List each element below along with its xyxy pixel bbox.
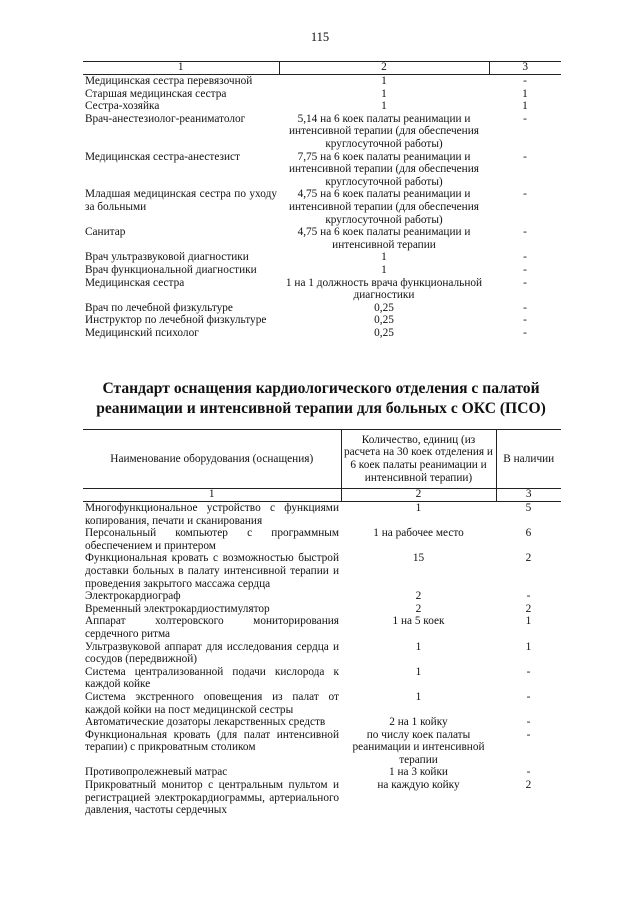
staff-quantity: 1	[381, 87, 387, 100]
staff-position: Сестра-хозяйка	[85, 100, 160, 113]
staff-quantity: 1	[381, 75, 387, 87]
equipment-row	[83, 729, 561, 767]
staff-row	[83, 251, 561, 264]
equipment-available: -	[526, 766, 531, 779]
equipment-row	[83, 666, 561, 691]
equipment-name: Противопролежневый матрас	[85, 766, 228, 779]
equipment-row	[83, 590, 561, 603]
staff-row	[83, 327, 561, 340]
equipment-quantity: 1 на 3 койки	[389, 766, 448, 779]
equipment-available: 1	[525, 615, 532, 628]
staff-position: Старшая медицинская сестра	[85, 87, 227, 100]
staff-position: Медицинская сестра	[85, 276, 185, 289]
header-available: В наличии	[496, 430, 561, 489]
staff-row	[83, 75, 561, 88]
staff-mark: -	[523, 150, 527, 163]
equipment-name: Система централизованной подачи кислорода к каждой койке	[85, 665, 339, 691]
equipment-quantity: 1	[415, 665, 422, 678]
staff-mark: -	[523, 226, 527, 239]
equipment-available: 1	[525, 640, 532, 653]
staff-row	[83, 151, 561, 189]
staff-row	[83, 100, 561, 113]
staff-column-numbers	[83, 62, 561, 75]
staff-quantity: 7,75 на 6 коек палаты реанимации и интенсивной терапии (для обеспечения круглосуточной работы)	[289, 150, 479, 188]
equipment-name: Аппарат холтеровского мониторирования сердечного ритма	[85, 615, 339, 640]
equipment-row	[83, 527, 561, 552]
equipment-row	[83, 615, 561, 640]
staff-mark: -	[523, 251, 527, 264]
equipment-row	[83, 603, 561, 616]
equipment-row	[83, 691, 561, 716]
equipment-table	[83, 429, 561, 817]
staff-mark: 1	[522, 87, 528, 100]
equipment-name: Персональный компьютер с программным обеспечением и принтером	[85, 527, 339, 552]
equipment-name: Прикроватный монитор с центральным пультом и регистрацией электрокардиограммы, артериального давления, частоты сердечных	[85, 779, 339, 817]
staff-position: Медицинская сестра перевязочной	[85, 75, 253, 87]
column-number: 3	[489, 62, 561, 75]
staff-quantity: 1	[381, 100, 387, 113]
column-number: 2	[341, 489, 496, 502]
equipment-quantity: 2	[415, 590, 422, 603]
equipment-available: 5	[525, 502, 532, 514]
staff-position: Инструктор по лечебной физкультуре	[85, 314, 267, 327]
staff-position: Младшая медицинская сестра по уходу за больными	[85, 188, 277, 213]
header-quantity: Количество, единиц (из расчета на 30 коек отделения и 6 коек палаты реанимации и интенсивной терапии)	[341, 430, 496, 489]
equipment-name: Многофункциональное устройство с функциями копирования, печати и сканирования	[85, 502, 339, 527]
staff-table	[83, 61, 561, 339]
equipment-name: Функциональная кровать (для палат интенсивной терапии) с прикроватным столиком	[85, 728, 339, 754]
equipment-row	[83, 552, 561, 590]
equipment-quantity: 1 на 5 коек	[392, 615, 445, 628]
equipment-name: Функциональная кровать с возможностью быстрой доставки больных в палату интенсивной терапии и проведения закрытого массажа сердца	[85, 552, 339, 590]
staff-quantity: 0,25	[374, 314, 394, 327]
equipment-quantity: 1	[415, 502, 422, 514]
equipment-row	[83, 502, 561, 528]
staff-row	[83, 264, 561, 277]
page-number: 115	[310, 30, 330, 44]
column-number: 1	[83, 489, 341, 502]
equipment-header-row	[83, 430, 561, 489]
section-heading: Стандарт оснащения кардиологического отделения с палатой реанимации и интенсивной терапии для больных с ОКС (ПСО)	[96, 380, 546, 417]
staff-mark: -	[523, 326, 527, 339]
staff-mark: 1	[522, 100, 528, 113]
column-number: 2	[279, 62, 489, 75]
equipment-available: 2	[525, 779, 532, 792]
staff-row	[83, 88, 561, 101]
equipment-quantity: 1	[415, 690, 422, 703]
staff-quantity: 0,25	[374, 326, 394, 339]
equipment-available: -	[526, 690, 531, 703]
staff-row	[83, 302, 561, 315]
equipment-row	[83, 716, 561, 729]
staff-quantity: 5,14 на 6 коек палаты реанимации и интенсивной терапии (для обеспечения круглосуточной работы)	[289, 112, 479, 150]
staff-quantity: 4,75 на 6 коек палаты реанимации и интенсивной терапии (для обеспечения круглосуточной работы)	[289, 188, 479, 226]
equipment-quantity: 1 на рабочее место	[373, 527, 464, 540]
equipment-quantity: 1	[415, 640, 422, 653]
staff-row	[83, 113, 561, 151]
staff-position: Врач ультразвуковой диагностики	[85, 251, 249, 264]
equipment-row	[83, 779, 561, 817]
equipment-quantity: на каждую койку	[377, 779, 460, 792]
equipment-column-numbers	[83, 489, 561, 502]
equipment-row	[83, 641, 561, 666]
equipment-available: 2	[525, 602, 532, 615]
equipment-row	[83, 766, 561, 779]
staff-quantity: 4,75 на 6 коек палаты реанимации и интенсивной терапии	[297, 226, 471, 251]
staff-position: Санитар	[85, 226, 126, 239]
equipment-available: -	[526, 728, 531, 741]
equipment-available: -	[526, 590, 531, 603]
equipment-quantity: 15	[412, 552, 425, 565]
equipment-name: Временный электрокардиостимулятор	[85, 602, 270, 615]
equipment-name: Электрокардиограф	[85, 590, 181, 603]
staff-mark: -	[523, 112, 527, 125]
staff-position: Медицинская сестра-анестезист	[85, 150, 240, 163]
staff-mark: -	[523, 188, 527, 201]
column-number: 1	[83, 62, 279, 75]
equipment-name: Система экстренного оповещения из палат от каждой койки на пост медицинской сестры	[85, 690, 339, 716]
equipment-available: 6	[525, 527, 532, 540]
equipment-available: -	[526, 716, 531, 729]
equipment-available: 2	[525, 552, 532, 565]
staff-row	[83, 226, 561, 251]
staff-row	[83, 277, 561, 302]
staff-quantity: 1	[381, 251, 387, 264]
staff-position: Врач-анестезиолог-реаниматолог	[85, 112, 246, 125]
staff-quantity: 0,25	[374, 301, 394, 314]
column-number: 3	[496, 489, 561, 502]
equipment-name: Ультразвуковой аппарат для исследования сердца и сосудов (передвижной)	[85, 640, 339, 666]
staff-position: Врач по лечебной физкультуре	[85, 301, 233, 314]
equipment-quantity: 2	[415, 602, 422, 615]
header-name: Наименование оборудования (оснащения)	[83, 430, 341, 489]
staff-mark: -	[523, 263, 527, 276]
equipment-quantity: по числу коек палаты реанимации и интенсивной терапии	[352, 728, 485, 766]
staff-position: Врач функциональной диагностики	[85, 263, 257, 276]
staff-row	[83, 314, 561, 327]
staff-row	[83, 188, 561, 226]
staff-quantity: 1	[381, 263, 387, 276]
staff-position: Медицинский психолог	[85, 326, 199, 339]
staff-mark: -	[523, 301, 527, 314]
staff-quantity: 1 на 1 должность врача функциональной диагностики	[285, 276, 483, 302]
staff-mark: -	[523, 75, 527, 87]
equipment-available: -	[526, 665, 531, 678]
staff-mark: -	[523, 276, 527, 289]
equipment-quantity: 2 на 1 койку	[389, 716, 448, 729]
equipment-name: Автоматические дозаторы лекарственных средств	[85, 716, 326, 729]
staff-mark: -	[523, 314, 527, 327]
